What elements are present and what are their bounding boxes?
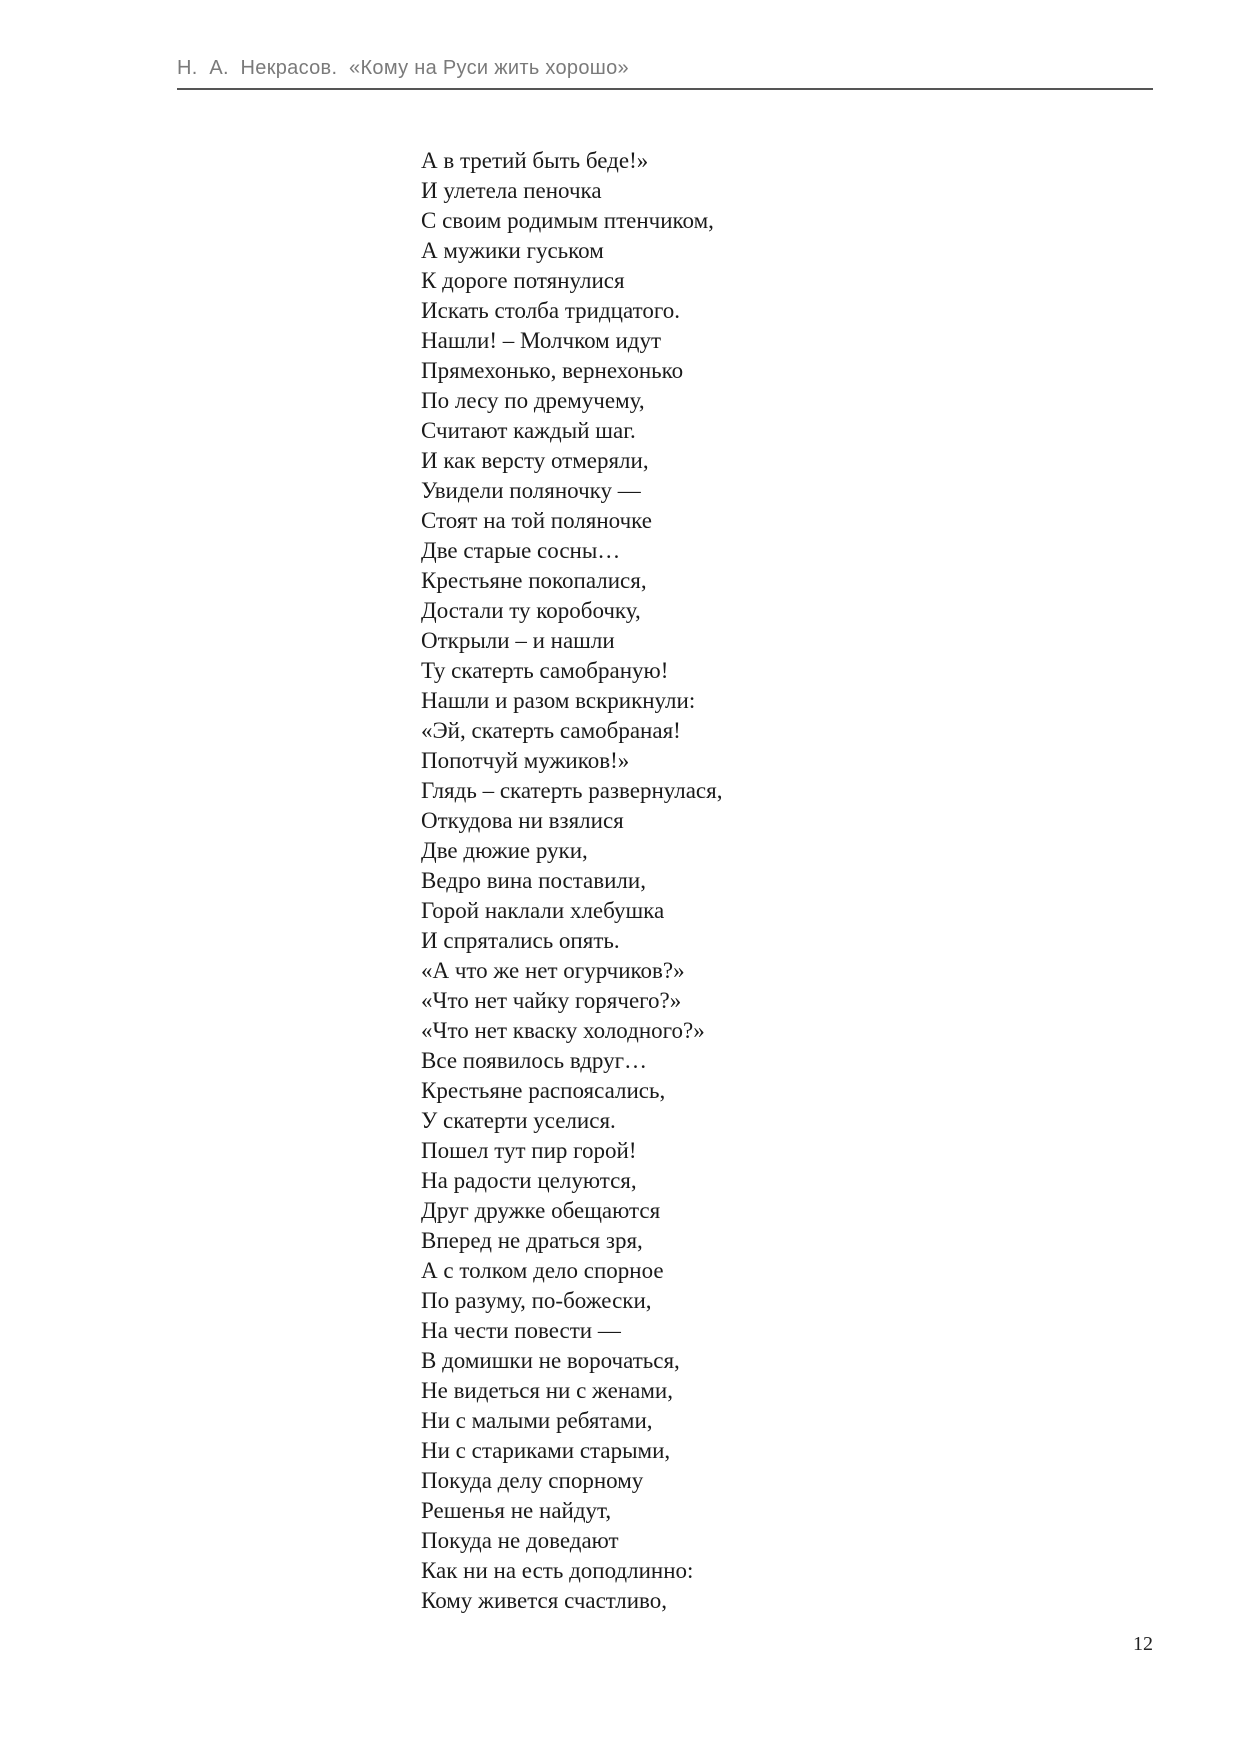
poem-line: Кому живется счастливо, [421, 1588, 668, 1613]
poem-line: Все появилось вдруг… [421, 1048, 648, 1073]
poem-line: С своим родимым птенчиком, [421, 208, 714, 233]
poem-line: Две старые сосны… [421, 538, 621, 563]
poem-line: Считают каждый шаг. [421, 418, 636, 443]
poem-line: «Эй, скатерть самобраная! [421, 718, 681, 743]
poem-line: Стоят на той поляночке [421, 508, 652, 533]
poem-line: И спрятались опять. [421, 928, 620, 953]
poem-line: Достали ту коробочку, [421, 598, 641, 623]
poem-line: Покуда не доведают [421, 1528, 619, 1553]
poem-line: К дороге потянулися [421, 268, 625, 293]
poem-line: Ни с малыми ребятами, [421, 1408, 653, 1433]
poem-line: Не видеться ни с женами, [421, 1378, 673, 1403]
page-number: 12 [1133, 1633, 1153, 1655]
poem-line: Открыли – и нашли [421, 628, 615, 653]
poem-line: Глядь – скатерть развернулася, [421, 778, 723, 803]
poem-line: И улетела пеночка [421, 178, 602, 203]
poem-line: А с толком дело спорное [421, 1258, 664, 1283]
poem-line: Увидели поляночку — [421, 478, 641, 503]
poem-text [421, 146, 722, 1616]
poem-line: Две дюжие руки, [421, 838, 588, 863]
poem-line: «Что нет кваску холодного?» [421, 1018, 705, 1043]
poem-line: Ни с стариками старыми, [421, 1438, 671, 1463]
poem-line: Прямехонько, вернехонько [421, 358, 684, 383]
poem-line: Ту скатерть самобраную! [421, 658, 669, 683]
poem-line: А в третий быть беде!» [421, 148, 649, 173]
poem-line: Крестьяне распоясались, [421, 1078, 666, 1103]
poem-line: И как версту отмеряли, [421, 448, 649, 473]
poem-line: Попотчуй мужиков!» [421, 748, 630, 773]
running-header [177, 56, 1153, 90]
poem-line: На радости целуются, [421, 1168, 637, 1193]
poem-line: По лесу по дремучему, [421, 388, 645, 413]
poem-line: Вперед не драться зря, [421, 1228, 643, 1253]
poem-line: Откудова ни взялися [421, 808, 624, 833]
poem-line: Решенья не найдут, [421, 1498, 612, 1523]
poem-line: По разуму, по-божески, [421, 1288, 652, 1313]
poem-line: Искать столба тридцатого. [421, 298, 680, 323]
poem-line: Горой наклали хлебушка [421, 898, 665, 923]
poem-line: Как ни на есть доподлинно: [421, 1558, 694, 1583]
poem-line: Покуда делу спорному [421, 1468, 644, 1493]
poem-line: Пошел тут пир горой! [421, 1138, 637, 1163]
poem-line: «Что нет чайку горячего?» [421, 988, 682, 1013]
poem-line: Друг дружке обещаются [421, 1198, 661, 1223]
poem-line: У скатерти уселися. [421, 1108, 616, 1133]
poem-line: На чести повести — [421, 1318, 621, 1343]
poem-line: «А что же нет огурчиков?» [421, 958, 685, 983]
poem-line: Нашли и разом вскрикнули: [421, 688, 696, 713]
poem-line: Нашли! – Молчком идут [421, 328, 662, 353]
poem-line: Ведро вина поставили, [421, 868, 646, 893]
poem-line: В домишки не ворочаться, [421, 1348, 680, 1373]
poem-line: А мужики гуськом [421, 238, 604, 263]
poem-line: Крестьяне покопалися, [421, 568, 647, 593]
running-header-title: Н. А. Некрасов. «Кому на Руси жить хорошо» [177, 57, 629, 79]
